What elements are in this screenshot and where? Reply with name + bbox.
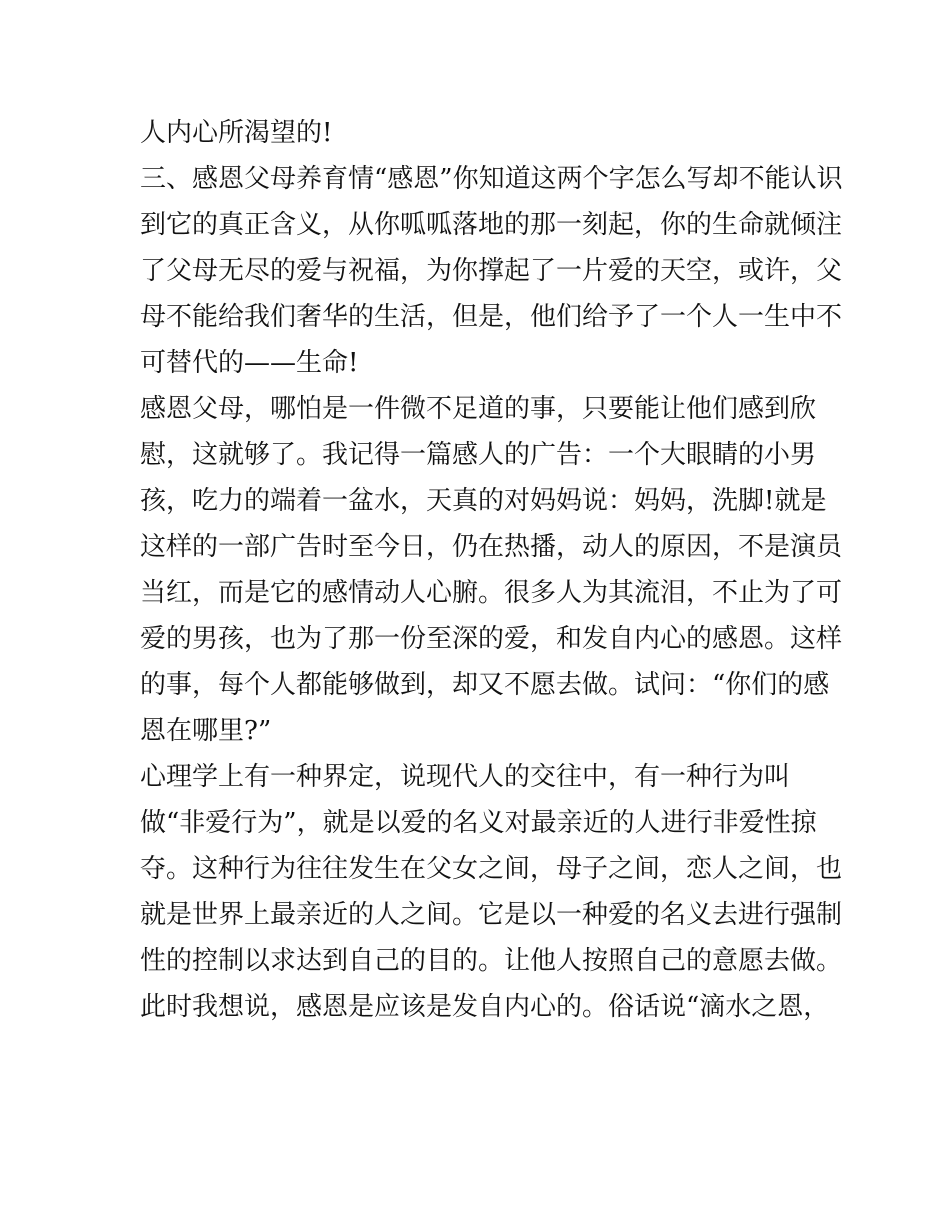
text-line: 这样的一部广告时至今日，仍在热播，动人的原因，不是演员 — [140, 532, 843, 562]
text-line: 可替代的——生命! — [140, 348, 359, 378]
text-line: 恩在哪里?” — [140, 716, 272, 746]
text-line: 慰，这就够了。我记得一篇感人的广告：一个大眼睛的小男 — [140, 440, 817, 470]
text-line: 人内心所渴望的! — [140, 118, 333, 148]
body-text — [140, 110, 843, 1030]
text-line: 性的控制以求达到自己的目的。让他人按照自己的意愿去做。 — [140, 946, 843, 976]
text-line: 当红，而是它的感情动人心腑。很多人为其流泪，不止为了可 — [140, 578, 843, 608]
text-line: 了父母无尽的爱与祝福，为你撑起了一片爱的天空，或许，父 — [140, 256, 843, 286]
text-line: 孩，吃力的端着一盆水，天真的对妈妈说：妈妈，洗脚!就是 — [140, 486, 827, 516]
text-line: 感恩父母，哪怕是一件微不足道的事，只要能让他们感到欣 — [140, 394, 817, 424]
text-line: 就是世界上最亲近的人之间。它是以一种爱的名义去进行强制 — [140, 900, 843, 930]
text-line: 三、感恩父母养育情“感恩”你知道这两个字怎么写却不能认识 — [140, 164, 843, 194]
text-line: 做“非爱行为”，就是以爱的名义对最亲近的人进行非爱性掠 — [140, 808, 817, 838]
text-line: 的事，每个人都能够做到，却又不愿去做。试问：“你们的感 — [140, 670, 830, 700]
text-line: 到它的真正含义，从你呱呱落地的那一刻起，你的生命就倾注 — [140, 210, 843, 240]
text-line: 夺。这种行为往往发生在父女之间，母子之间，恋人之间，也 — [140, 854, 843, 884]
text-line: 心理学上有一种界定，说现代人的交往中，有一种行为叫 — [140, 762, 791, 792]
text-line: 此时我想说，感恩是应该是发自内心的。俗话说“滴水之恩， — [140, 992, 830, 1022]
text-line: 母不能给我们奢华的生活，但是，他们给予了一个人一生中不 — [140, 302, 843, 332]
text-line: 爱的男孩，也为了那一份至深的爱，和发自内心的感恩。这样 — [140, 624, 843, 654]
